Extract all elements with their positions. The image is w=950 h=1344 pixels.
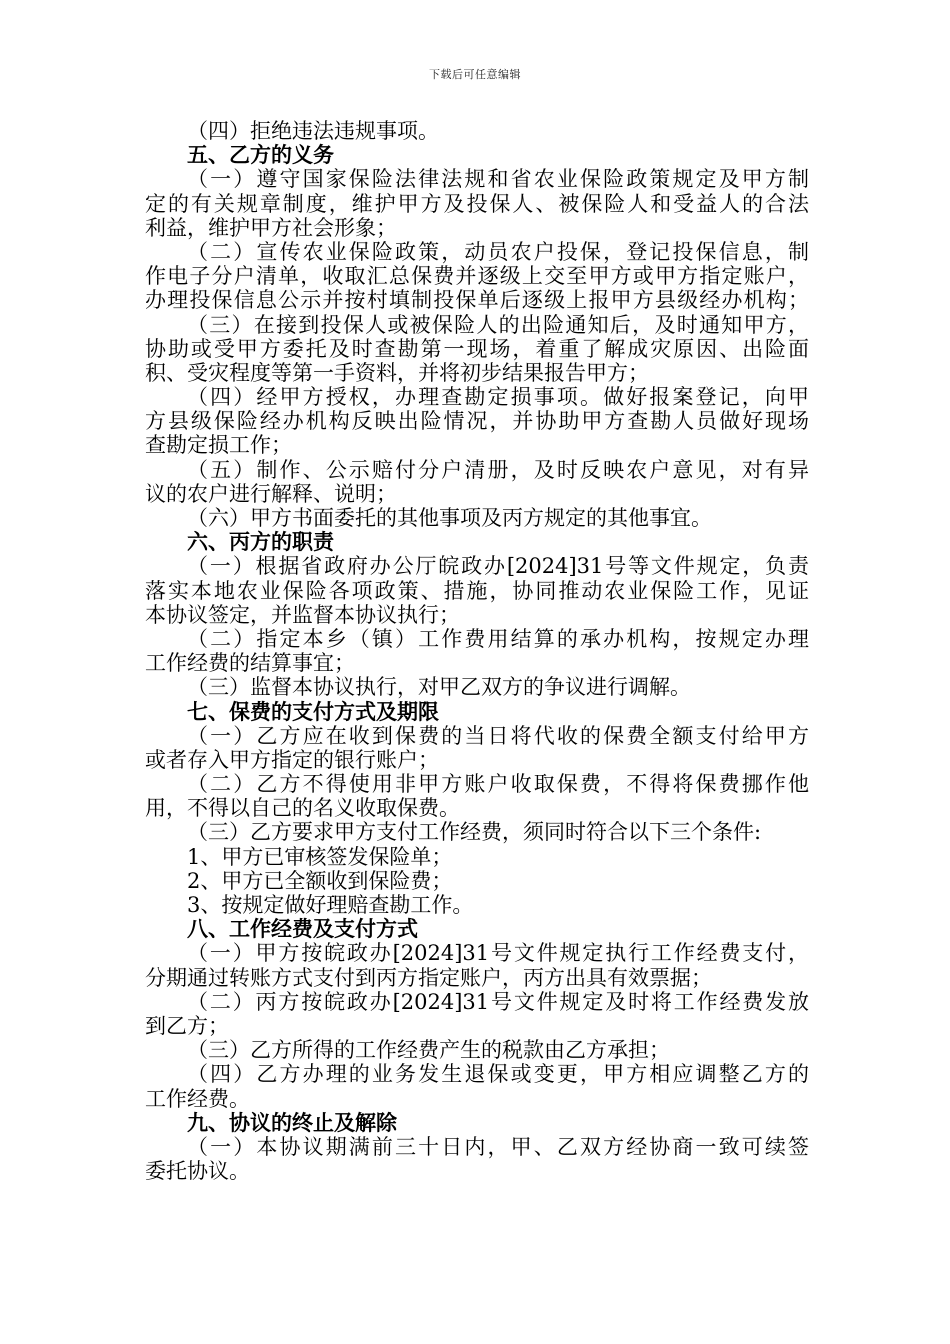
paragraph-line: （一）甲方按皖政办[2024]31号文件规定执行工作经费支付， bbox=[187, 941, 809, 966]
section-heading: 五、乙方的义务 bbox=[187, 142, 334, 168]
paragraph-line: 协助或受甲方委托及时查勘第一现场，着重了解成灾原因、出险面 bbox=[145, 336, 809, 361]
paragraph-line: （四）经甲方授权，办理查勘定损事项。做好报案登记，向甲 bbox=[187, 385, 809, 410]
paragraph-line: （三）监督本协议执行，对甲乙双方的争议进行调解。 bbox=[187, 675, 691, 700]
paragraph-line: （四）乙方办理的业务发生退保或变更，甲方相应调整乙方的 bbox=[187, 1062, 809, 1087]
list-item: 3、按规定做好理赔查勘工作。 bbox=[187, 893, 474, 917]
paragraph-line: （三）在接到投保人或被保险人的出险通知后，及时通知甲方， bbox=[187, 312, 809, 337]
paragraph-line: 积、受灾程度等第一手资料，并将初步结果报告甲方； bbox=[145, 360, 649, 385]
paragraph-line: 工作经费的结算事宜； bbox=[145, 651, 355, 676]
paragraph-line: （三）乙方所得的工作经费产生的税款由乙方承担； bbox=[187, 1038, 670, 1063]
paragraph-line: 到乙方； bbox=[145, 1013, 229, 1038]
paragraph-line: （四）拒绝违法违规事项。 bbox=[187, 119, 439, 143]
paragraph-line: （二）丙方按皖政办[2024]31号文件规定及时将工作经费发放 bbox=[187, 989, 809, 1014]
paragraph-line: 定的有关规章制度，维护甲方及投保人、被保险人和受益人的合法 bbox=[145, 191, 809, 216]
section-heading: 七、保费的支付方式及期限 bbox=[187, 698, 439, 724]
paragraph-line: 办理投保信息公示并按村填制投保单后逐级上报甲方县级经办机构； bbox=[145, 288, 809, 313]
paragraph-line: 用，不得以自己的名义收取保费。 bbox=[145, 796, 460, 821]
paragraph-line: 查勘定损工作； bbox=[145, 433, 292, 458]
paragraph-line: （二）乙方不得使用非甲方账户收取保费，不得将保费挪作他 bbox=[187, 772, 809, 797]
document-body bbox=[145, 119, 809, 1183]
paragraph-line: 落实本地农业保险各项政策、措施，协同推动农业保险工作，见证 bbox=[145, 578, 809, 603]
paragraph-line: （三）乙方要求甲方支付工作经费，须同时符合以下三个条件: bbox=[187, 820, 762, 845]
paragraph-line: （六）甲方书面委托的其他事项及丙方规定的其他事宜。 bbox=[187, 506, 712, 530]
list-item: 1、甲方已审核签发保险单； bbox=[187, 844, 453, 869]
paragraph-line: 议的农户进行解释、说明； bbox=[145, 481, 397, 506]
paragraph-line: 本协议签定，并监督本协议执行； bbox=[145, 602, 460, 627]
paragraph-line: 利益，维护甲方社会形象； bbox=[145, 215, 397, 240]
paragraph-line: （一）乙方应在收到保费的当日将代收的保费全额支付给甲方 bbox=[187, 723, 809, 748]
paragraph-line: 工作经费。 bbox=[145, 1086, 250, 1111]
paragraph-line: （二）指定本乡（镇）工作费用结算的承办机构，按规定办理 bbox=[187, 626, 809, 651]
paragraph-line: （一）本协议期满前三十日内，甲、乙双方经协商一致可续签 bbox=[187, 1134, 809, 1159]
paragraph-line: （五）制作、公示赔付分户清册，及时反映农户意见，对有异 bbox=[187, 457, 809, 482]
section-heading: 八、工作经费及支付方式 bbox=[187, 916, 418, 942]
paragraph-line: 方县级保险经办机构反映出险情况，并协助甲方查勘人员做好现场 bbox=[145, 409, 809, 434]
header-note: 下载后可任意编辑 bbox=[429, 68, 521, 81]
paragraph-line: 作电子分户清单，收取汇总保费并逐级上交至甲方或甲方指定账户， bbox=[145, 264, 809, 289]
section-heading: 六、丙方的职责 bbox=[187, 529, 334, 555]
paragraph-line: 分期通过转账方式支付到丙方指定账户，丙方出具有效票据； bbox=[145, 965, 712, 990]
paragraph-line: （一）根据省政府办公厅皖政办[2024]31号等文件规定，负责 bbox=[187, 554, 809, 579]
list-item: 2、甲方已全额收到保险费； bbox=[187, 868, 453, 893]
section-heading: 九、协议的终止及解除 bbox=[187, 1109, 397, 1135]
paragraph-line: 或者存入甲方指定的银行账户； bbox=[145, 747, 439, 772]
paragraph-line: 委托协议。 bbox=[145, 1159, 250, 1184]
paragraph-line: （一）遵守国家保险法律法规和省农业保险政策规定及甲方制 bbox=[187, 167, 809, 192]
paragraph-line: （二）宣传农业保险政策，动员农户投保，登记投保信息，制 bbox=[187, 239, 809, 264]
